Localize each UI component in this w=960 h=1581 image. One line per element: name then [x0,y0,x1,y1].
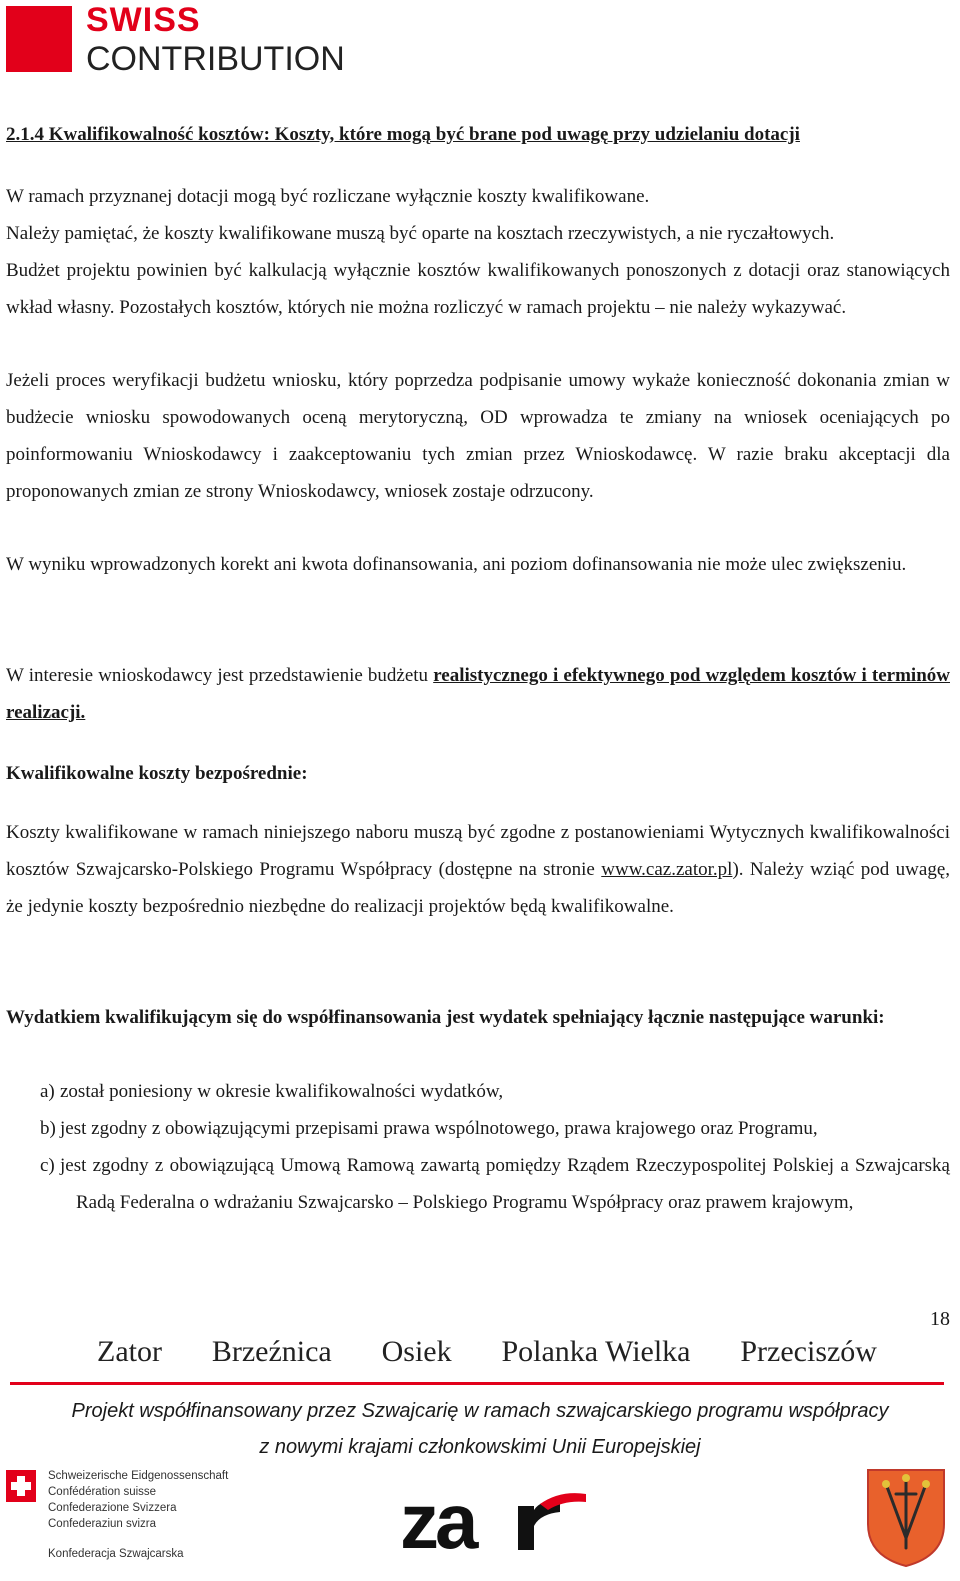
subheading-direct-costs: Kwalifikowalne koszty bezpośrednie: [6,763,308,784]
towns-row [97,1334,877,1370]
paragraph-3: Budżet projektu powinien być kalkulacją wyłącznie kosztów kwalifikowanych ponoszonych z dotacji oraz stanowiących wkład własny. Pozostałych kosztów, których nie można rozliczyć w ramach projektu – nie należy wykazywać. [6,260,950,318]
logo-text-swiss: SWISS [86,1,201,39]
town-name: Przeciszów [740,1335,877,1368]
footer-cofinancing-line-1: Projekt współfinansowany przez Szwajcarię w ramach szwajcarskiego programu współpracy [71,1400,889,1422]
confederation-name-de: Schweizerische Eidgenossenschaft [48,1470,229,1482]
confederation-name-pl: Konfederacja Szwajcarska [48,1548,184,1560]
paragraph-7-text: Koszty kwalifikowane w ramach niniejszego naboru muszą być zgodne z postanowieniami Wytycznych kwalifikowalności kosztów Szwajcarsko-Polskiego Programu Współpracy (dostępne na stronie [6,822,950,880]
coat-of-arms-icon [866,1468,946,1568]
section-heading: 2.1.4 Kwalifikowalność kosztów: Koszty, które mogą być brane pod uwagę przy udzielaniu dotacji [6,124,800,145]
town-name: Brzeźnica [211,1335,332,1368]
list-item: został poniesiony w okresie kwalifikowalności wydatków, [60,1081,504,1102]
zar-logo [400,1486,590,1556]
list-item-text: jest zgodny z obowiązującą Umową Ramową zawartą pomiędzy Rządem Rzeczypospolitej Polskiej a Szwajcarską Radą Federalna o wdrażaniu Szwajcarsko – Polskiego Programu Współpracy oraz prawem krajowym, [60,1155,950,1213]
list-item [60,1147,950,1221]
paragraph-6-emphasis: realistycznego i efektywnego pod względem kosztów i terminów realizacji. [6,665,950,723]
footer-divider [10,1382,944,1385]
paragraph-7 [6,814,950,925]
swiss-contribution-logo-mark [6,6,72,72]
paragraph-6-text: W interesie wnioskodawcy jest przedstawienie budżetu [6,665,434,686]
list-item-marker: c) [40,1155,55,1176]
confederation-name-fr: Confédération suisse [48,1486,157,1498]
logo-text-contribution: CONTRIBUTION [86,40,345,78]
town-name: Osiek [381,1335,452,1368]
town-name: Zator [97,1335,162,1368]
paragraph-2: Należy pamiętać, że koszty kwalifikowane muszą być oparte na kosztach rzeczywistych, a nie ryczałtowych. [6,223,835,244]
list-item: jest zgodny z obowiązującymi przepisami prawa wspólnotowego, prawa krajowego oraz Programu, [60,1118,818,1139]
confederation-name-rm: Confederaziun svizra [48,1518,157,1530]
paragraph-6 [6,657,950,731]
town-name: Polanka Wielka [501,1335,691,1368]
paragraph-1: W ramach przyznanej dotacji mogą być rozliczane wyłącznie koszty kwalifikowane. [6,186,650,207]
paragraph-4: Jeżeli proces weryfikacji budżetu wniosku, który poprzedza podpisanie umowy wykaże konieczność dokonania zmian w budżecie wniosku spowodowanych oceną merytoryczną, OD wprowadza te zmiany na wniosek oceniających po poinformowaniu Wnioskodawcy i zaakceptowaniu tych zmian przez Wnioskodawcę. W razie braku akceptacji dla proponowanych zmian ze strony Wnioskodawcy, wniosek zostaje odrzucony. [6,370,950,502]
paragraph-5: W wyniku wprowadzonych korekt ani kwota dofinansowania, ani poziom dofinansowania nie może ulec zwiększeniu. [6,554,907,575]
list-item-marker: b) [40,1118,56,1139]
caz-zator-link[interactable]: www.caz.zator.pl [601,859,733,880]
swiss-cross-horizontal [11,1482,31,1490]
page-number: 18 [930,1308,950,1330]
svg-text:za: za [400,1486,475,1556]
paragraph-8: Wydatkiem kwalifikującym się do współfinansowania jest wydatek spełniający łącznie następujące warunki: [6,1007,885,1028]
footer-cofinancing-line-2: z nowymi krajami członkowskimi Unii Europejskiej [259,1436,701,1458]
list-item-marker: a) [40,1081,55,1102]
paragraph-7-suffix: ). Należy wziąć pod uwagę, że jedynie koszty bezpośrednio niezbędne do realizacji projektów będą kwalifikowalne. [6,859,951,917]
confederation-name-it: Confederazione Svizzera [48,1502,177,1514]
